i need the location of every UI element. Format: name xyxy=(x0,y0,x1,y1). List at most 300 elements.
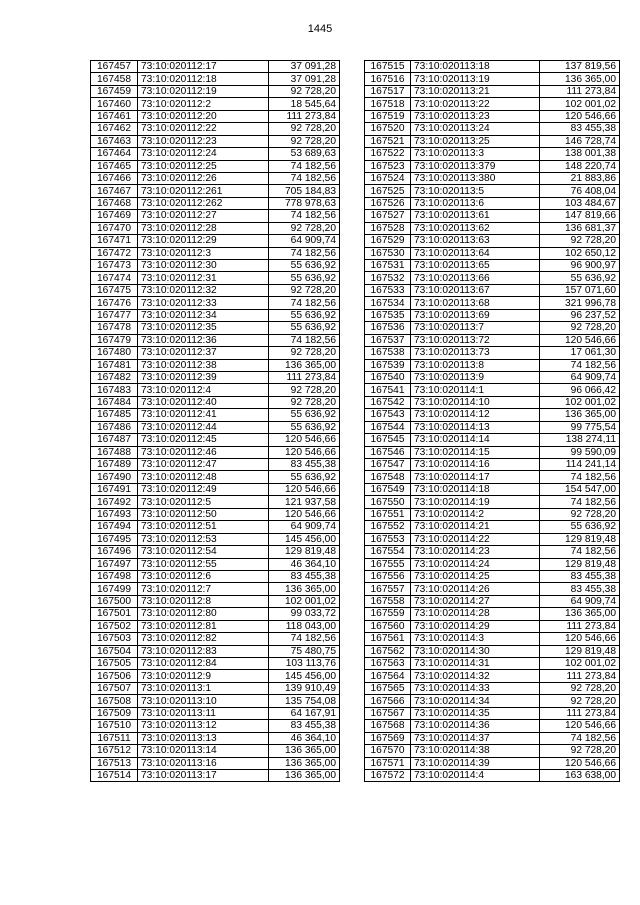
value-cell: 135 754,08 xyxy=(269,695,340,707)
value-cell: 92 728,20 xyxy=(269,384,340,396)
cadastral-number-cell: 73:10:020112:25 xyxy=(138,160,269,172)
cadastral-number-cell: 73:10:020113:380 xyxy=(411,172,540,184)
cadastral-number-cell: 73:10:020113:7 xyxy=(411,322,540,334)
value-cell: 102 001,02 xyxy=(540,658,620,670)
record-number-cell: 167572 xyxy=(365,769,411,781)
table-row xyxy=(91,384,340,396)
table-row xyxy=(91,707,340,719)
record-number-cell: 167522 xyxy=(365,148,411,160)
cadastral-number-cell: 73:10:020113:68 xyxy=(411,297,540,309)
value-cell: 120 546,66 xyxy=(269,446,340,458)
record-number-cell: 167536 xyxy=(365,322,411,334)
table-row xyxy=(91,546,340,558)
value-cell: 778 978,63 xyxy=(269,197,340,209)
table-row xyxy=(91,98,340,110)
record-number-cell: 167567 xyxy=(365,707,411,719)
table-row xyxy=(91,347,340,359)
cadastral-number-cell: 73:10:020113:13 xyxy=(138,732,269,744)
table-row xyxy=(91,769,340,781)
cadastral-number-cell: 73:10:020113:65 xyxy=(411,260,540,272)
cadastral-number-cell: 73:10:020113:1 xyxy=(138,682,269,694)
record-number-cell: 167542 xyxy=(365,396,411,408)
value-cell: 55 636,92 xyxy=(269,322,340,334)
cadastral-number-cell: 73:10:020114:10 xyxy=(411,396,540,408)
cadastral-number-cell: 73:10:020114:2 xyxy=(411,508,540,520)
record-number-cell: 167544 xyxy=(365,421,411,433)
cadastral-number-cell: 73:10:020113:64 xyxy=(411,247,540,259)
cadastral-number-cell: 73:10:020112:4 xyxy=(138,384,269,396)
table-row xyxy=(91,371,340,383)
cadastral-number-cell: 73:10:020113:62 xyxy=(411,222,540,234)
record-number-cell: 167553 xyxy=(365,533,411,545)
value-cell: 148 220,74 xyxy=(540,160,620,172)
record-number-cell: 167490 xyxy=(91,471,138,483)
value-cell: 145 456,00 xyxy=(269,533,340,545)
cadastral-number-cell: 73:10:020112:51 xyxy=(138,521,269,533)
table-row xyxy=(365,85,620,97)
cadastral-number-cell: 73:10:020114:12 xyxy=(411,409,540,421)
record-number-cell: 167465 xyxy=(91,160,138,172)
value-cell: 74 182,56 xyxy=(540,546,620,558)
table-row xyxy=(365,309,620,321)
record-number-cell: 167495 xyxy=(91,533,138,545)
value-cell: 92 728,20 xyxy=(540,508,620,520)
value-cell: 147 819,66 xyxy=(540,210,620,222)
table-row xyxy=(91,297,340,309)
record-number-cell: 167517 xyxy=(365,85,411,97)
record-number-cell: 167475 xyxy=(91,284,138,296)
value-cell: 111 273,84 xyxy=(269,110,340,122)
cadastral-number-cell: 73:10:020113:8 xyxy=(411,359,540,371)
record-number-cell: 167508 xyxy=(91,695,138,707)
cadastral-number-cell: 73:10:020112:29 xyxy=(138,235,269,247)
record-number-cell: 167566 xyxy=(365,695,411,707)
cadastral-number-cell: 73:10:020112:38 xyxy=(138,359,269,371)
cadastral-number-cell: 73:10:020112:84 xyxy=(138,658,269,670)
table-row xyxy=(91,608,340,620)
record-number-cell: 167570 xyxy=(365,745,411,757)
cadastral-number-cell: 73:10:020113:17 xyxy=(138,769,269,781)
value-cell: 55 636,92 xyxy=(269,471,340,483)
table-row xyxy=(365,483,620,495)
cadastral-number-cell: 73:10:020112:7 xyxy=(138,583,269,595)
table-row xyxy=(91,745,340,757)
cadastral-number-cell: 73:10:020112:80 xyxy=(138,608,269,620)
cadastral-number-cell: 73:10:020112:46 xyxy=(138,446,269,458)
table-row xyxy=(91,695,340,707)
table-row xyxy=(365,322,620,334)
cadastral-number-cell: 73:10:020113:21 xyxy=(411,85,540,97)
table-row xyxy=(365,658,620,670)
table-row xyxy=(365,682,620,694)
value-cell: 37 091,28 xyxy=(269,73,340,85)
record-number-cell: 167480 xyxy=(91,347,138,359)
record-number-cell: 167562 xyxy=(365,645,411,657)
table-row xyxy=(91,595,340,607)
table-row xyxy=(365,757,620,769)
cadastral-number-cell: 73:10:020113:22 xyxy=(411,98,540,110)
value-cell: 96 900,97 xyxy=(540,260,620,272)
cadastral-number-cell: 73:10:020114:21 xyxy=(411,521,540,533)
table-row xyxy=(365,496,620,508)
value-cell: 111 273,84 xyxy=(540,620,620,632)
value-cell: 83 455,38 xyxy=(269,720,340,732)
value-cell: 92 728,20 xyxy=(540,682,620,694)
record-number-cell: 167534 xyxy=(365,297,411,309)
table-row xyxy=(91,645,340,657)
value-cell: 129 819,48 xyxy=(269,546,340,558)
record-number-cell: 167514 xyxy=(91,769,138,781)
value-cell: 705 184,83 xyxy=(269,185,340,197)
cadastral-number-cell: 73:10:020113:73 xyxy=(411,347,540,359)
value-cell: 74 182,56 xyxy=(540,732,620,744)
record-number-cell: 167460 xyxy=(91,98,138,110)
table-row xyxy=(91,658,340,670)
table-row xyxy=(365,272,620,284)
record-number-cell: 167505 xyxy=(91,658,138,670)
cadastral-number-cell: 73:10:020114:27 xyxy=(411,595,540,607)
record-number-cell: 167530 xyxy=(365,247,411,259)
value-cell: 146 728,74 xyxy=(540,135,620,147)
cadastral-number-cell: 73:10:020112:50 xyxy=(138,508,269,520)
value-cell: 154 547,00 xyxy=(540,483,620,495)
table-row xyxy=(365,110,620,122)
table-row xyxy=(365,222,620,234)
cadastral-number-cell: 73:10:020112:37 xyxy=(138,347,269,359)
record-number-cell: 167535 xyxy=(365,309,411,321)
left-table-body xyxy=(91,61,340,782)
cadastral-number-cell: 73:10:020112:261 xyxy=(138,185,269,197)
table-row xyxy=(365,745,620,757)
table-row xyxy=(365,595,620,607)
cadastral-number-cell: 73:10:020112:32 xyxy=(138,284,269,296)
cadastral-number-cell: 73:10:020112:26 xyxy=(138,172,269,184)
table-row xyxy=(365,197,620,209)
cadastral-number-cell: 73:10:020114:22 xyxy=(411,533,540,545)
cadastral-number-cell: 73:10:020112:55 xyxy=(138,558,269,570)
cadastral-number-cell: 73:10:020114:15 xyxy=(411,446,540,458)
cadastral-number-cell: 73:10:020112:40 xyxy=(138,396,269,408)
cadastral-number-cell: 73:10:020114:3 xyxy=(411,633,540,645)
cadastral-number-cell: 73:10:020114:38 xyxy=(411,745,540,757)
value-cell: 92 728,20 xyxy=(269,135,340,147)
record-number-cell: 167464 xyxy=(91,148,138,160)
table-row xyxy=(365,61,620,73)
table-row xyxy=(365,695,620,707)
table-row xyxy=(91,583,340,595)
cadastral-number-cell: 73:10:020113:6 xyxy=(411,197,540,209)
table-row xyxy=(365,620,620,632)
cadastral-number-cell: 73:10:020114:39 xyxy=(411,757,540,769)
table-row xyxy=(91,123,340,135)
cadastral-number-cell: 73:10:020113:12 xyxy=(138,720,269,732)
value-cell: 64 167,91 xyxy=(269,707,340,719)
cadastral-number-cell: 73:10:020112:30 xyxy=(138,260,269,272)
record-number-cell: 167550 xyxy=(365,496,411,508)
record-number-cell: 167479 xyxy=(91,334,138,346)
value-cell: 83 455,38 xyxy=(540,123,620,135)
table-row xyxy=(365,707,620,719)
value-cell: 102 650,12 xyxy=(540,247,620,259)
table-row xyxy=(365,533,620,545)
table-row xyxy=(365,670,620,682)
table-row xyxy=(365,98,620,110)
value-cell: 120 546,66 xyxy=(540,110,620,122)
value-cell: 99 775,54 xyxy=(540,421,620,433)
table-row xyxy=(365,558,620,570)
record-number-cell: 167488 xyxy=(91,446,138,458)
cadastral-number-cell: 73:10:020114:33 xyxy=(411,682,540,694)
value-cell: 120 546,66 xyxy=(269,483,340,495)
table-row xyxy=(365,459,620,471)
value-cell: 83 455,38 xyxy=(540,583,620,595)
cadastral-number-cell: 73:10:020114:18 xyxy=(411,483,540,495)
value-cell: 139 910,49 xyxy=(269,682,340,694)
table-row xyxy=(365,645,620,657)
cadastral-number-cell: 73:10:020112:53 xyxy=(138,533,269,545)
record-number-cell: 167523 xyxy=(365,160,411,172)
record-number-cell: 167457 xyxy=(91,61,138,73)
value-cell: 120 546,66 xyxy=(540,757,620,769)
value-cell: 76 408,04 xyxy=(540,185,620,197)
cadastral-number-cell: 73:10:020112:44 xyxy=(138,421,269,433)
cadastral-number-cell: 73:10:020113:63 xyxy=(411,235,540,247)
cadastral-number-cell: 73:10:020113:25 xyxy=(411,135,540,147)
table-row xyxy=(91,222,340,234)
value-cell: 74 182,56 xyxy=(269,210,340,222)
value-cell: 137 819,56 xyxy=(540,61,620,73)
value-cell: 102 001,02 xyxy=(540,396,620,408)
cadastral-number-cell: 73:10:020113:11 xyxy=(138,707,269,719)
value-cell: 136 681,37 xyxy=(540,222,620,234)
record-number-cell: 167543 xyxy=(365,409,411,421)
table-row xyxy=(365,247,620,259)
cadastral-number-cell: 73:10:020114:16 xyxy=(411,459,540,471)
record-number-cell: 167483 xyxy=(91,384,138,396)
value-cell: 55 636,92 xyxy=(269,421,340,433)
value-cell: 96 066,42 xyxy=(540,384,620,396)
table-row xyxy=(365,633,620,645)
record-number-cell: 167539 xyxy=(365,359,411,371)
cadastral-number-cell: 73:10:020112:23 xyxy=(138,135,269,147)
cadastral-number-cell: 73:10:020113:61 xyxy=(411,210,540,222)
cadastral-number-cell: 73:10:020114:23 xyxy=(411,546,540,558)
cadastral-number-cell: 73:10:020114:35 xyxy=(411,707,540,719)
record-number-cell: 167491 xyxy=(91,483,138,495)
value-cell: 92 728,20 xyxy=(540,322,620,334)
record-number-cell: 167509 xyxy=(91,707,138,719)
record-number-cell: 167561 xyxy=(365,633,411,645)
value-cell: 74 182,56 xyxy=(269,247,340,259)
value-cell: 121 937,58 xyxy=(269,496,340,508)
record-number-cell: 167459 xyxy=(91,85,138,97)
value-cell: 111 273,84 xyxy=(540,707,620,719)
value-cell: 74 182,56 xyxy=(269,297,340,309)
record-number-cell: 167526 xyxy=(365,197,411,209)
cadastral-number-cell: 73:10:020112:45 xyxy=(138,434,269,446)
cadastral-number-cell: 73:10:020113:23 xyxy=(411,110,540,122)
cadastral-number-cell: 73:10:020113:72 xyxy=(411,334,540,346)
value-cell: 136 365,00 xyxy=(540,409,620,421)
record-number-cell: 167529 xyxy=(365,235,411,247)
value-cell: 136 365,00 xyxy=(269,769,340,781)
table-row xyxy=(365,210,620,222)
value-cell: 64 909,74 xyxy=(540,371,620,383)
record-number-cell: 167481 xyxy=(91,359,138,371)
record-number-cell: 167485 xyxy=(91,409,138,421)
value-cell: 74 182,56 xyxy=(269,334,340,346)
cadastral-number-cell: 73:10:020112:39 xyxy=(138,371,269,383)
record-number-cell: 167468 xyxy=(91,197,138,209)
cadastral-number-cell: 73:10:020114:37 xyxy=(411,732,540,744)
record-number-cell: 167520 xyxy=(365,123,411,135)
record-number-cell: 167492 xyxy=(91,496,138,508)
value-cell: 83 455,38 xyxy=(269,459,340,471)
value-cell: 18 545,64 xyxy=(269,98,340,110)
record-number-cell: 167537 xyxy=(365,334,411,346)
value-cell: 138 274,11 xyxy=(540,434,620,446)
value-cell: 83 455,38 xyxy=(540,570,620,582)
value-cell: 74 182,56 xyxy=(540,496,620,508)
table-row xyxy=(365,73,620,85)
value-cell: 74 182,56 xyxy=(540,471,620,483)
record-number-cell: 167473 xyxy=(91,260,138,272)
cadastral-number-cell: 73:10:020112:8 xyxy=(138,595,269,607)
cadastral-number-cell: 73:10:020112:49 xyxy=(138,483,269,495)
table-row xyxy=(365,185,620,197)
table-row xyxy=(91,732,340,744)
value-cell: 92 728,20 xyxy=(269,284,340,296)
table-row xyxy=(365,160,620,172)
value-cell: 321 996,78 xyxy=(540,297,620,309)
value-cell: 96 237,52 xyxy=(540,309,620,321)
value-cell: 74 182,56 xyxy=(540,359,620,371)
table-row xyxy=(91,508,340,520)
cadastral-number-cell: 73:10:020114:29 xyxy=(411,620,540,632)
cadastral-number-cell: 73:10:020112:3 xyxy=(138,247,269,259)
cadastral-number-cell: 73:10:020114:28 xyxy=(411,608,540,620)
table-row xyxy=(91,682,340,694)
value-cell: 92 728,20 xyxy=(269,222,340,234)
table-row xyxy=(91,197,340,209)
value-cell: 120 546,66 xyxy=(540,633,620,645)
table-row xyxy=(365,396,620,408)
cadastral-number-cell: 73:10:020112:24 xyxy=(138,148,269,160)
record-number-cell: 167545 xyxy=(365,434,411,446)
record-number-cell: 167471 xyxy=(91,235,138,247)
value-cell: 136 365,00 xyxy=(540,608,620,620)
table-row xyxy=(365,260,620,272)
record-number-cell: 167486 xyxy=(91,421,138,433)
value-cell: 136 365,00 xyxy=(269,745,340,757)
record-number-cell: 167511 xyxy=(91,732,138,744)
record-number-cell: 167462 xyxy=(91,123,138,135)
table-row xyxy=(91,284,340,296)
value-cell: 120 546,66 xyxy=(269,434,340,446)
record-number-cell: 167497 xyxy=(91,558,138,570)
cadastral-number-cell: 73:10:020114:19 xyxy=(411,496,540,508)
cadastral-number-cell: 73:10:020114:17 xyxy=(411,471,540,483)
cadastral-number-cell: 73:10:020114:1 xyxy=(411,384,540,396)
value-cell: 103 484,67 xyxy=(540,197,620,209)
record-number-cell: 167493 xyxy=(91,508,138,520)
table-row xyxy=(365,409,620,421)
cadastral-number-cell: 73:10:020112:35 xyxy=(138,322,269,334)
record-number-cell: 167533 xyxy=(365,284,411,296)
table-row xyxy=(91,359,340,371)
cadastral-number-cell: 73:10:020113:18 xyxy=(411,61,540,73)
record-number-cell: 167549 xyxy=(365,483,411,495)
record-number-cell: 167554 xyxy=(365,546,411,558)
cadastral-number-cell: 73:10:020112:82 xyxy=(138,633,269,645)
value-cell: 92 728,20 xyxy=(269,85,340,97)
value-cell: 17 061,30 xyxy=(540,347,620,359)
table-row xyxy=(365,284,620,296)
value-cell: 92 728,20 xyxy=(269,396,340,408)
table-row xyxy=(91,210,340,222)
table-row xyxy=(365,421,620,433)
value-cell: 102 001,02 xyxy=(269,595,340,607)
cadastral-number-cell: 73:10:020114:34 xyxy=(411,695,540,707)
record-number-cell: 167484 xyxy=(91,396,138,408)
value-cell: 111 273,84 xyxy=(540,670,620,682)
table-row xyxy=(365,521,620,533)
table-row xyxy=(91,185,340,197)
cadastral-number-cell: 73:10:020114:26 xyxy=(411,583,540,595)
table-row xyxy=(91,633,340,645)
record-number-cell: 167552 xyxy=(365,521,411,533)
value-cell: 138 001,38 xyxy=(540,148,620,160)
value-cell: 75 480,75 xyxy=(269,645,340,657)
record-number-cell: 167470 xyxy=(91,222,138,234)
record-number-cell: 167503 xyxy=(91,633,138,645)
cadastral-number-cell: 73:10:020112:6 xyxy=(138,570,269,582)
cadastral-number-cell: 73:10:020112:48 xyxy=(138,471,269,483)
cadastral-number-cell: 73:10:020112:36 xyxy=(138,334,269,346)
value-cell: 55 636,92 xyxy=(269,272,340,284)
value-cell: 118 043,00 xyxy=(269,620,340,632)
value-cell: 55 636,92 xyxy=(540,521,620,533)
table-row xyxy=(91,272,340,284)
cadastral-number-cell: 73:10:020112:9 xyxy=(138,670,269,682)
value-cell: 92 728,20 xyxy=(269,123,340,135)
record-number-cell: 167502 xyxy=(91,620,138,632)
value-cell: 120 546,66 xyxy=(269,508,340,520)
table-row xyxy=(91,471,340,483)
record-number-cell: 167571 xyxy=(365,757,411,769)
cadastral-number-cell: 73:10:020112:54 xyxy=(138,546,269,558)
record-number-cell: 167510 xyxy=(91,720,138,732)
cadastral-number-cell: 73:10:020113:69 xyxy=(411,309,540,321)
value-cell: 163 638,00 xyxy=(540,769,620,781)
value-cell: 46 364,10 xyxy=(269,732,340,744)
value-cell: 37 091,28 xyxy=(269,61,340,73)
table-row xyxy=(91,558,340,570)
record-number-cell: 167474 xyxy=(91,272,138,284)
record-number-cell: 167469 xyxy=(91,210,138,222)
record-number-cell: 167482 xyxy=(91,371,138,383)
cadastral-number-cell: 73:10:020112:22 xyxy=(138,123,269,135)
record-number-cell: 167519 xyxy=(365,110,411,122)
value-cell: 64 909,74 xyxy=(269,235,340,247)
value-cell: 120 546,66 xyxy=(540,334,620,346)
right-table-body xyxy=(365,61,620,782)
table-row xyxy=(91,172,340,184)
record-number-cell: 167524 xyxy=(365,172,411,184)
cadastral-number-cell: 73:10:020113:10 xyxy=(138,695,269,707)
record-number-cell: 167531 xyxy=(365,260,411,272)
left-register-table xyxy=(90,60,340,782)
